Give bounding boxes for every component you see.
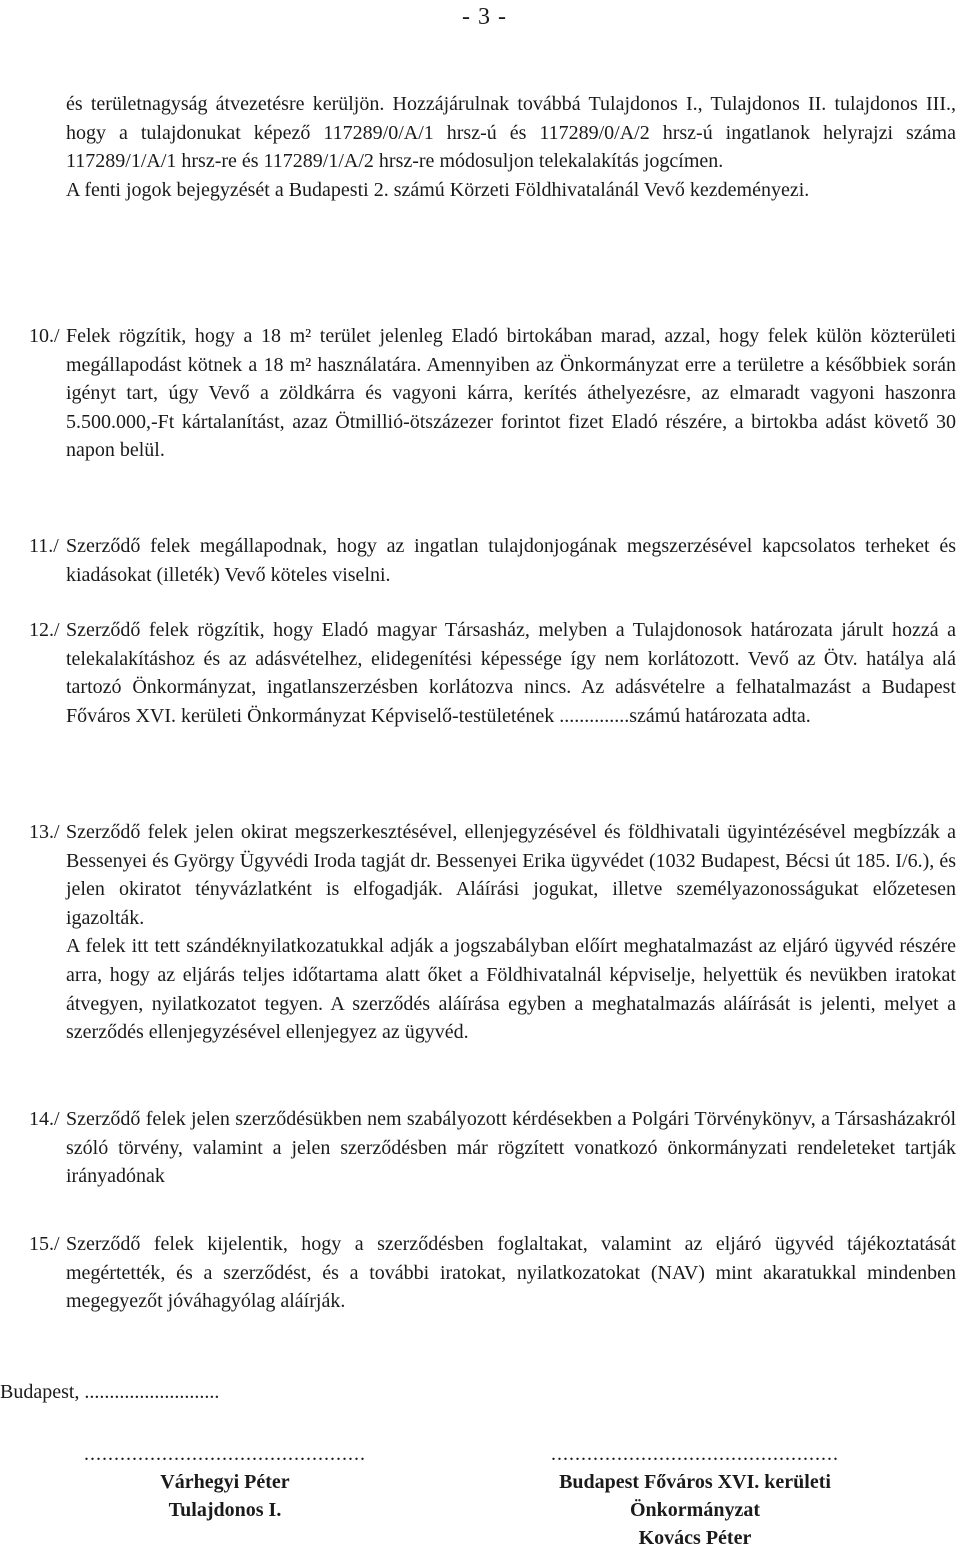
place-date: Budapest, ........................... (0, 1381, 220, 1403)
clause-number: 10./ (29, 325, 60, 347)
intro-paragraph: A fenti jogok bejegyzését a Budapesti 2. számú Körzeti Földhivatalánál Vevő kezdeményezi. (66, 178, 810, 201)
clause-number: 11./ (29, 535, 59, 557)
intro-section (66, 90, 956, 204)
signature-block-buyer (490, 1440, 900, 1552)
clause-number: 14./ (29, 1108, 60, 1130)
clause-text: A felek itt tett szándéknyilatkozatukkal adják a jogszabályban előírt meghatalmazást az eljáró ügyvéd részére arra, hogy az eljárás teljes időtartama alatt őket a Földhivatalnál képviselje, helyettük és nevükben iratokat átvegyen, nyilatkozatot tegyen. A szerződés aláírása egyben a meghatalmazás aláírását is jelenti, melyet a szerződés ellenjegyzésével ellenjegyez az ügyvéd. (66, 935, 956, 1044)
clause-text: Szerződő felek rögzítik, hogy Eladó magyar Társasház, melyben a Tulajdonosok határozata járult hozzá a telekalakításhoz és az adásvételhez, elidegenítési képessége így nem korlátozott. Vevő az Ötv. hatálya alá tartozó Önkormányzat, ingatlanszerzésben korlátozva nincs. Az adásvételre a felhatalmazást a Budapest Főváros XVI. kerületi Önkormányzat Képviselő-testületének ..............számú határozata adta. (66, 619, 956, 727)
signature-line: ............................................... (84, 1443, 366, 1465)
signature-line: ................................................ (551, 1443, 839, 1465)
signatory-organization: Budapest Főváros XVI. kerületi (559, 1471, 831, 1493)
clause-number: 13./ (29, 821, 60, 843)
signatory-organization-type: Önkormányzat (630, 1499, 760, 1521)
page-number: - 3 - (462, 4, 507, 30)
intro-paragraph: és területnagyság átvezetésre kerüljön. Hozzájárulnak továbbá Tulajdonos I., Tulajdonos II. tulajdonos III., hogy a tulajdonukat képező 117289/0/A/1 hrsz-ú és 117289/0/A/2 hrsz-ú ingatlanok helyrajzi száma 117289/1/A/1 hrsz-re és 117289/1/A/2 hrsz-re módosuljon telekalakítás jogcímen. (66, 93, 956, 173)
clause-text: Szerződő felek jelen okirat megszerkesztésével, ellenjegyzésével és földhivatali ügyintézésével megbízzák a Bessenyei és György Ügyvédi Iroda tagját dr. Bessenyei Erika ügyvédet (1032 Budapest, Bécsi út 185. I/6.), és jelen okiratot tényvázlatként is elfogadják. Aláírási jogukat, illetve személyazonosságukat előzetesen igazolták. (66, 821, 956, 929)
clause-number: 15./ (29, 1233, 60, 1255)
clause-text: Felek rögzítik, hogy a 18 m² terület jelenleg Eladó birtokában marad, azzal, hogy felek külön közterületi megállapodást kötnek a 18 m² használatára. Amennyiben az Önkormányzat erre a területre a későbbiek során igényt tart, úgy Vevő a zöldkárra és vagyoni kárra, kerítés áthelyezésre, az elmaradt vagyoni haszonra 5.500.000,-Ft kártalanítást, azaz Ötmillió-ötszázezer forintot fizet Eladó részére, a birtokba adást követő 30 napon belül. (66, 325, 956, 462)
signature-block-seller (30, 1440, 420, 1524)
clause-number: 12./ (29, 619, 60, 641)
signatory-role: Tulajdonos I. (168, 1499, 282, 1521)
clause-text: Szerződő felek jelen szerződésükben nem szabályozott kérdésekben a Polgári Törvénykönyv, a Társasházakról szóló törvény, valamint a jelen szerződésben már rögzített vonatkozó önkormányzati rendeleteket tartják irányadónak (66, 1108, 956, 1188)
signatory-name: Várhegyi Péter (160, 1471, 290, 1493)
signatory-name: Kovács Péter (638, 1527, 752, 1549)
clause-text: Szerződő felek kijelentik, hogy a szerződésben foglaltakat, valamint az eljáró ügyvéd tájékoztatását megértették, és a szerződést, és a további iratokat, nyilatkozatokat (NAV) mint akaratukkal mindenben megegyezőt jóváhagyólag aláírják. (66, 1233, 956, 1313)
clause-text: Szerződő felek megállapodnak, hogy az ingatlan tulajdonjogának megszerzésével kapcsolatos terheket és kiadásokat (illeték) Vevő köteles viselni. (66, 535, 956, 586)
